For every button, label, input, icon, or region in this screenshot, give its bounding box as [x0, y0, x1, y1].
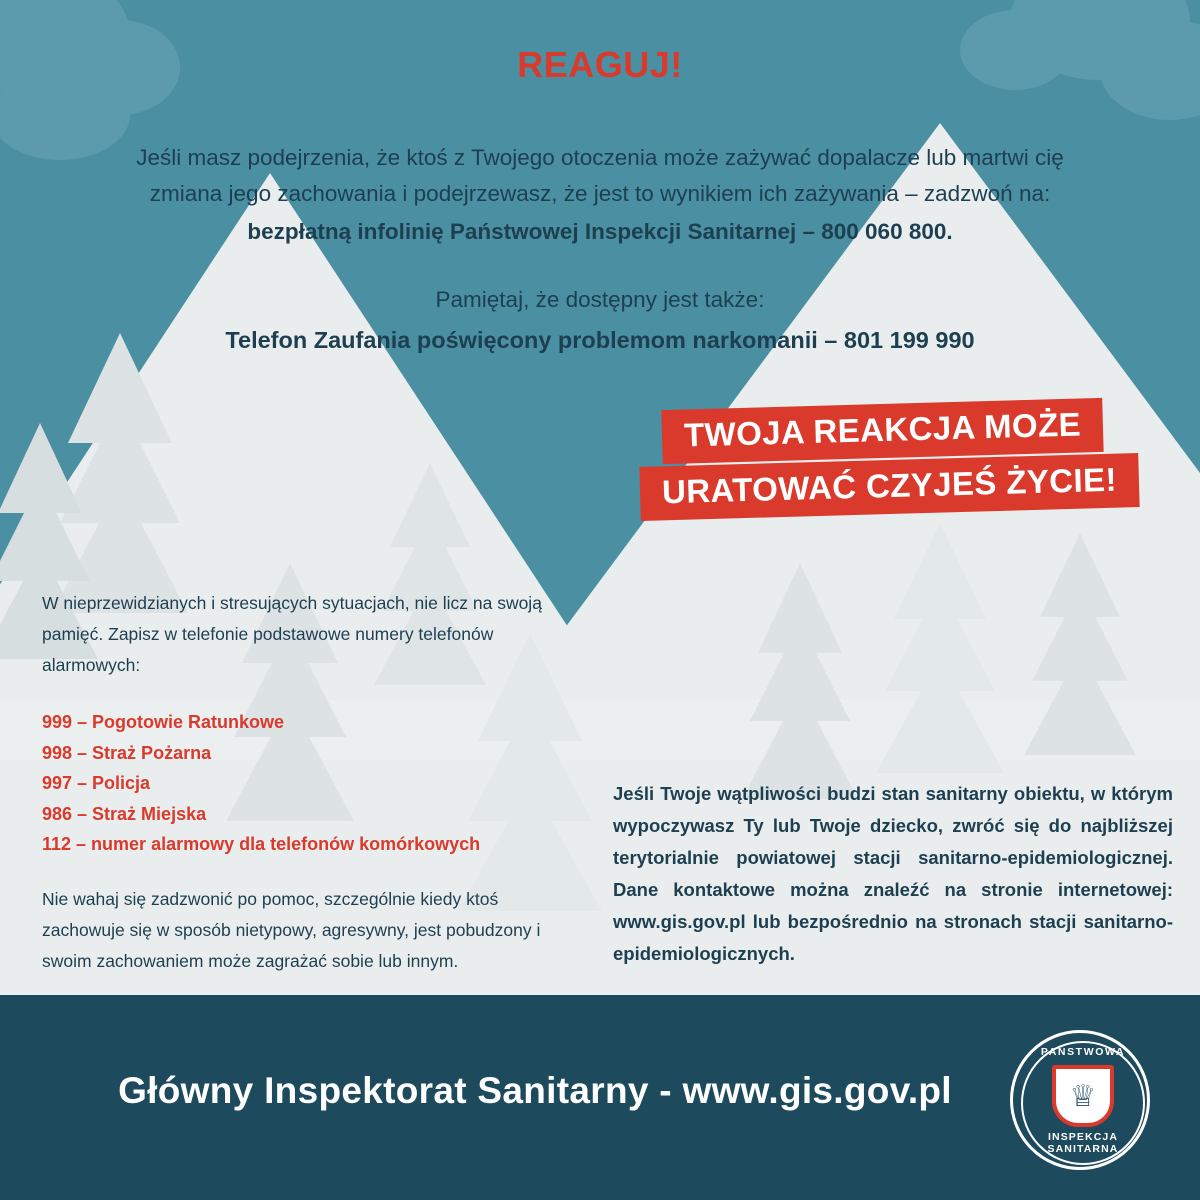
- red-banner: [640, 404, 1140, 524]
- gis-logo: [1010, 1030, 1150, 1170]
- intro-paragraph: [110, 140, 1090, 250]
- right-column: Jeśli Twoje wątpliwości budzi stan sanitarny obiektu, w którym wypoczywasz Ty lub Twoje dziecko, zwróć się do najbliższej terytorialnie powiatowej stacji sanitarno-epidemiologicznej. Dane kontaktowe można znaleźć na stronie internetowej: www.gis.gov.pl lub bezpośrednio na stronach stacji sanitarno-epidemiologicznych.: [613, 783, 1173, 964]
- intro-line-2: zmiana jego zachowania i podejrzewasz, że jest to wynikiem ich zażywania – zadzwoń na:: [149, 181, 1051, 206]
- intro-hotline: bezpłatną infolinię Państwowej Inspekcji Sanitarnej – 800 060 800.: [247, 219, 953, 244]
- list-item: 999 – Pogotowie Ratunkowe: [42, 712, 285, 732]
- remember-block: [110, 282, 1090, 358]
- list-item: 986 – Straż Miejska: [42, 803, 207, 824]
- page-title: REAGUJ!: [517, 44, 683, 85]
- emergency-numbers-list: [42, 707, 582, 860]
- trust-line-number: Telefon Zaufania poświęcony problemom narkomanii – 801 199 990: [225, 327, 975, 353]
- logo-bottom-label: INSPEKCJA SANITARNA: [1047, 1131, 1119, 1155]
- banner-line-2: URATOWAĆ CZYJEŚ ŻYCIE!: [639, 453, 1139, 521]
- list-item: 997 – Policja: [42, 773, 151, 793]
- list-item: 112 – numer alarmowy dla telefonów komórkowych: [42, 834, 481, 854]
- logo-top-label: PAŃSTWOWA: [1040, 1046, 1126, 1058]
- footer-title: Główny Inspektorat Sanitarny - www.gis.gov.pl: [118, 1070, 952, 1111]
- eagle-glyph: ♕: [1069, 1079, 1097, 1113]
- banner-line-1: TWOJA REAKCJA MOŻE: [661, 398, 1103, 464]
- remember-line-1: Pamiętaj, że dostępny jest także:: [435, 287, 765, 312]
- eagle-emblem-icon: [1052, 1065, 1114, 1127]
- left-column-intro: W nieprzewidzianych i stresujących sytuacjach, nie licz na swoją pamięć. Zapisz w telefonie podstawowe numery telefonów alarmowych:: [42, 593, 542, 675]
- list-item: 998 – Straż Pożarna: [42, 742, 212, 763]
- left-column-note: Nie wahaj się zadzwonić po pomoc, szczególnie kiedy ktoś zachowuje się w sposób nietypowy, agresywny, jest pobudzony i swoim zachowaniem może zagrażać sobie lub innym.: [42, 888, 541, 971]
- intro-line-1: Jeśli masz podejrzenia, że ktoś z Twojego otoczenia może zażywać dopalacze lub martwi cię: [136, 145, 1064, 170]
- left-column: [42, 588, 582, 977]
